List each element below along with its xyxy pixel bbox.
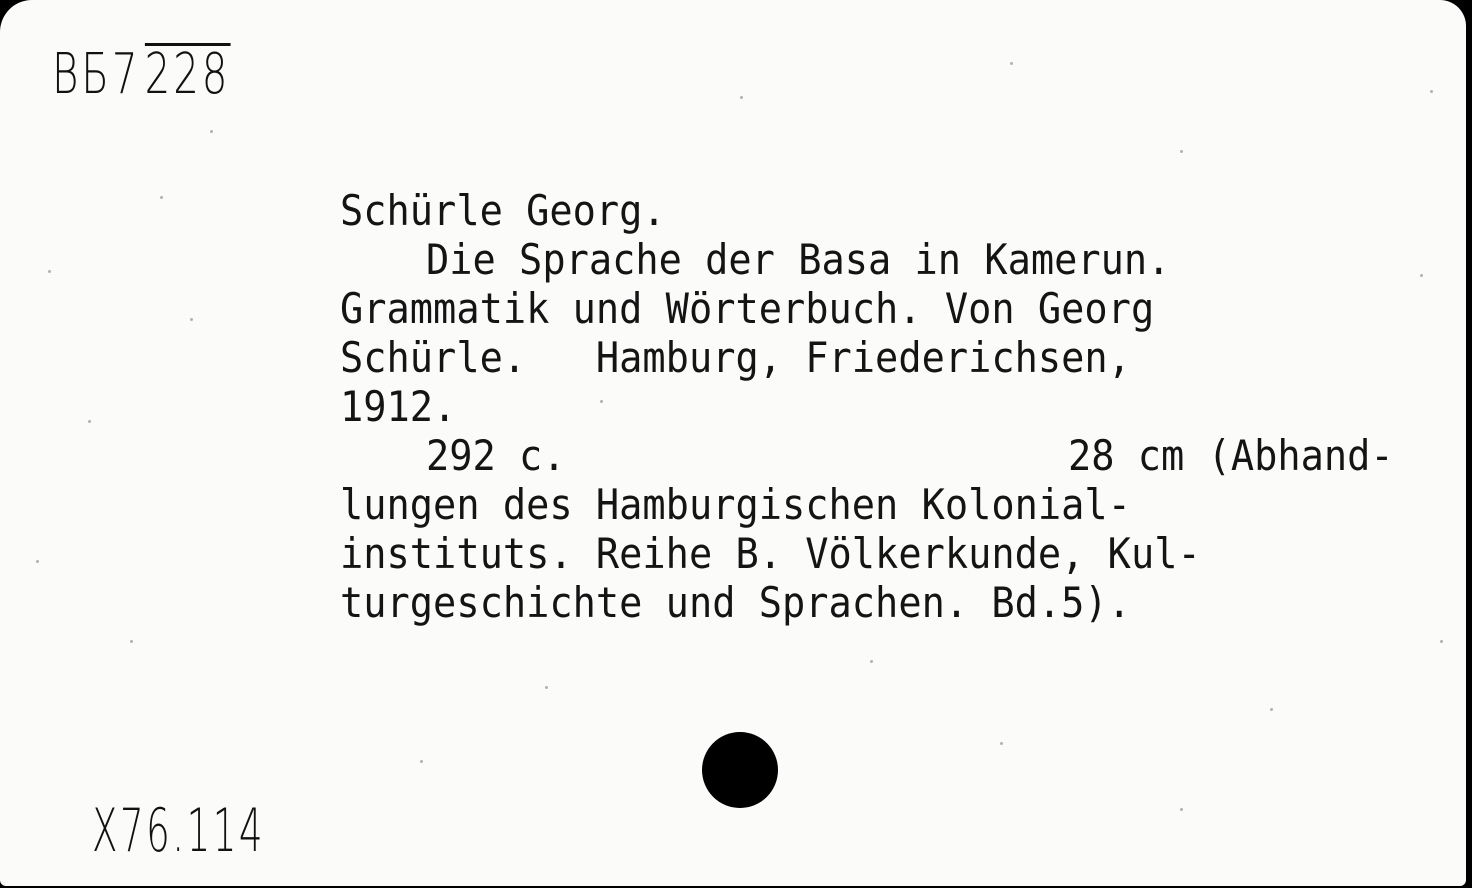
- punch-hole: [702, 732, 778, 808]
- speck: [210, 130, 213, 133]
- speck: [740, 96, 743, 99]
- speck: [48, 270, 51, 273]
- speck: [1010, 62, 1013, 65]
- entry-pages: 292 с.: [426, 431, 566, 480]
- speck: [88, 420, 91, 423]
- speck: [190, 318, 193, 321]
- entry-year: 1912.: [340, 382, 457, 431]
- entry-size-series: 28 cm (Abhand-: [1068, 431, 1394, 480]
- shelfmark-number: 228: [144, 42, 231, 107]
- speck: [545, 686, 548, 689]
- inventory-number: X76.114: [92, 796, 266, 866]
- entry-title-line: Grammatik und Wörterbuch. Von Georg: [340, 284, 1155, 333]
- speck: [1420, 274, 1423, 277]
- speck: [1000, 742, 1003, 745]
- entry-title-line: Die Sprache der Basa in Kamerun.: [426, 235, 1171, 284]
- shelfmark: [52, 42, 230, 107]
- entry-series-line: lungen des Hamburgischen Kolonial-: [340, 480, 1131, 529]
- entry-title-line: Schürle. Hamburg, Friederichsen,: [340, 333, 1131, 382]
- entry-series-line: turgeschichte und Sprachen. Bd.5).: [340, 578, 1131, 627]
- shelfmark-prefix: ВБ7: [52, 42, 141, 107]
- speck: [1430, 90, 1433, 93]
- speck: [870, 660, 873, 663]
- speck: [420, 760, 423, 763]
- speck: [1270, 708, 1273, 711]
- speck: [36, 560, 39, 563]
- speck: [130, 640, 133, 643]
- entry-series-line: instituts. Reihe B. Völkerkunde, Kul-: [340, 529, 1201, 578]
- speck: [160, 196, 163, 199]
- speck: [1180, 808, 1183, 811]
- entry-author: Schürle Georg.: [340, 186, 666, 235]
- speck: [1180, 150, 1183, 153]
- speck: [1440, 640, 1443, 643]
- speck: [600, 400, 603, 403]
